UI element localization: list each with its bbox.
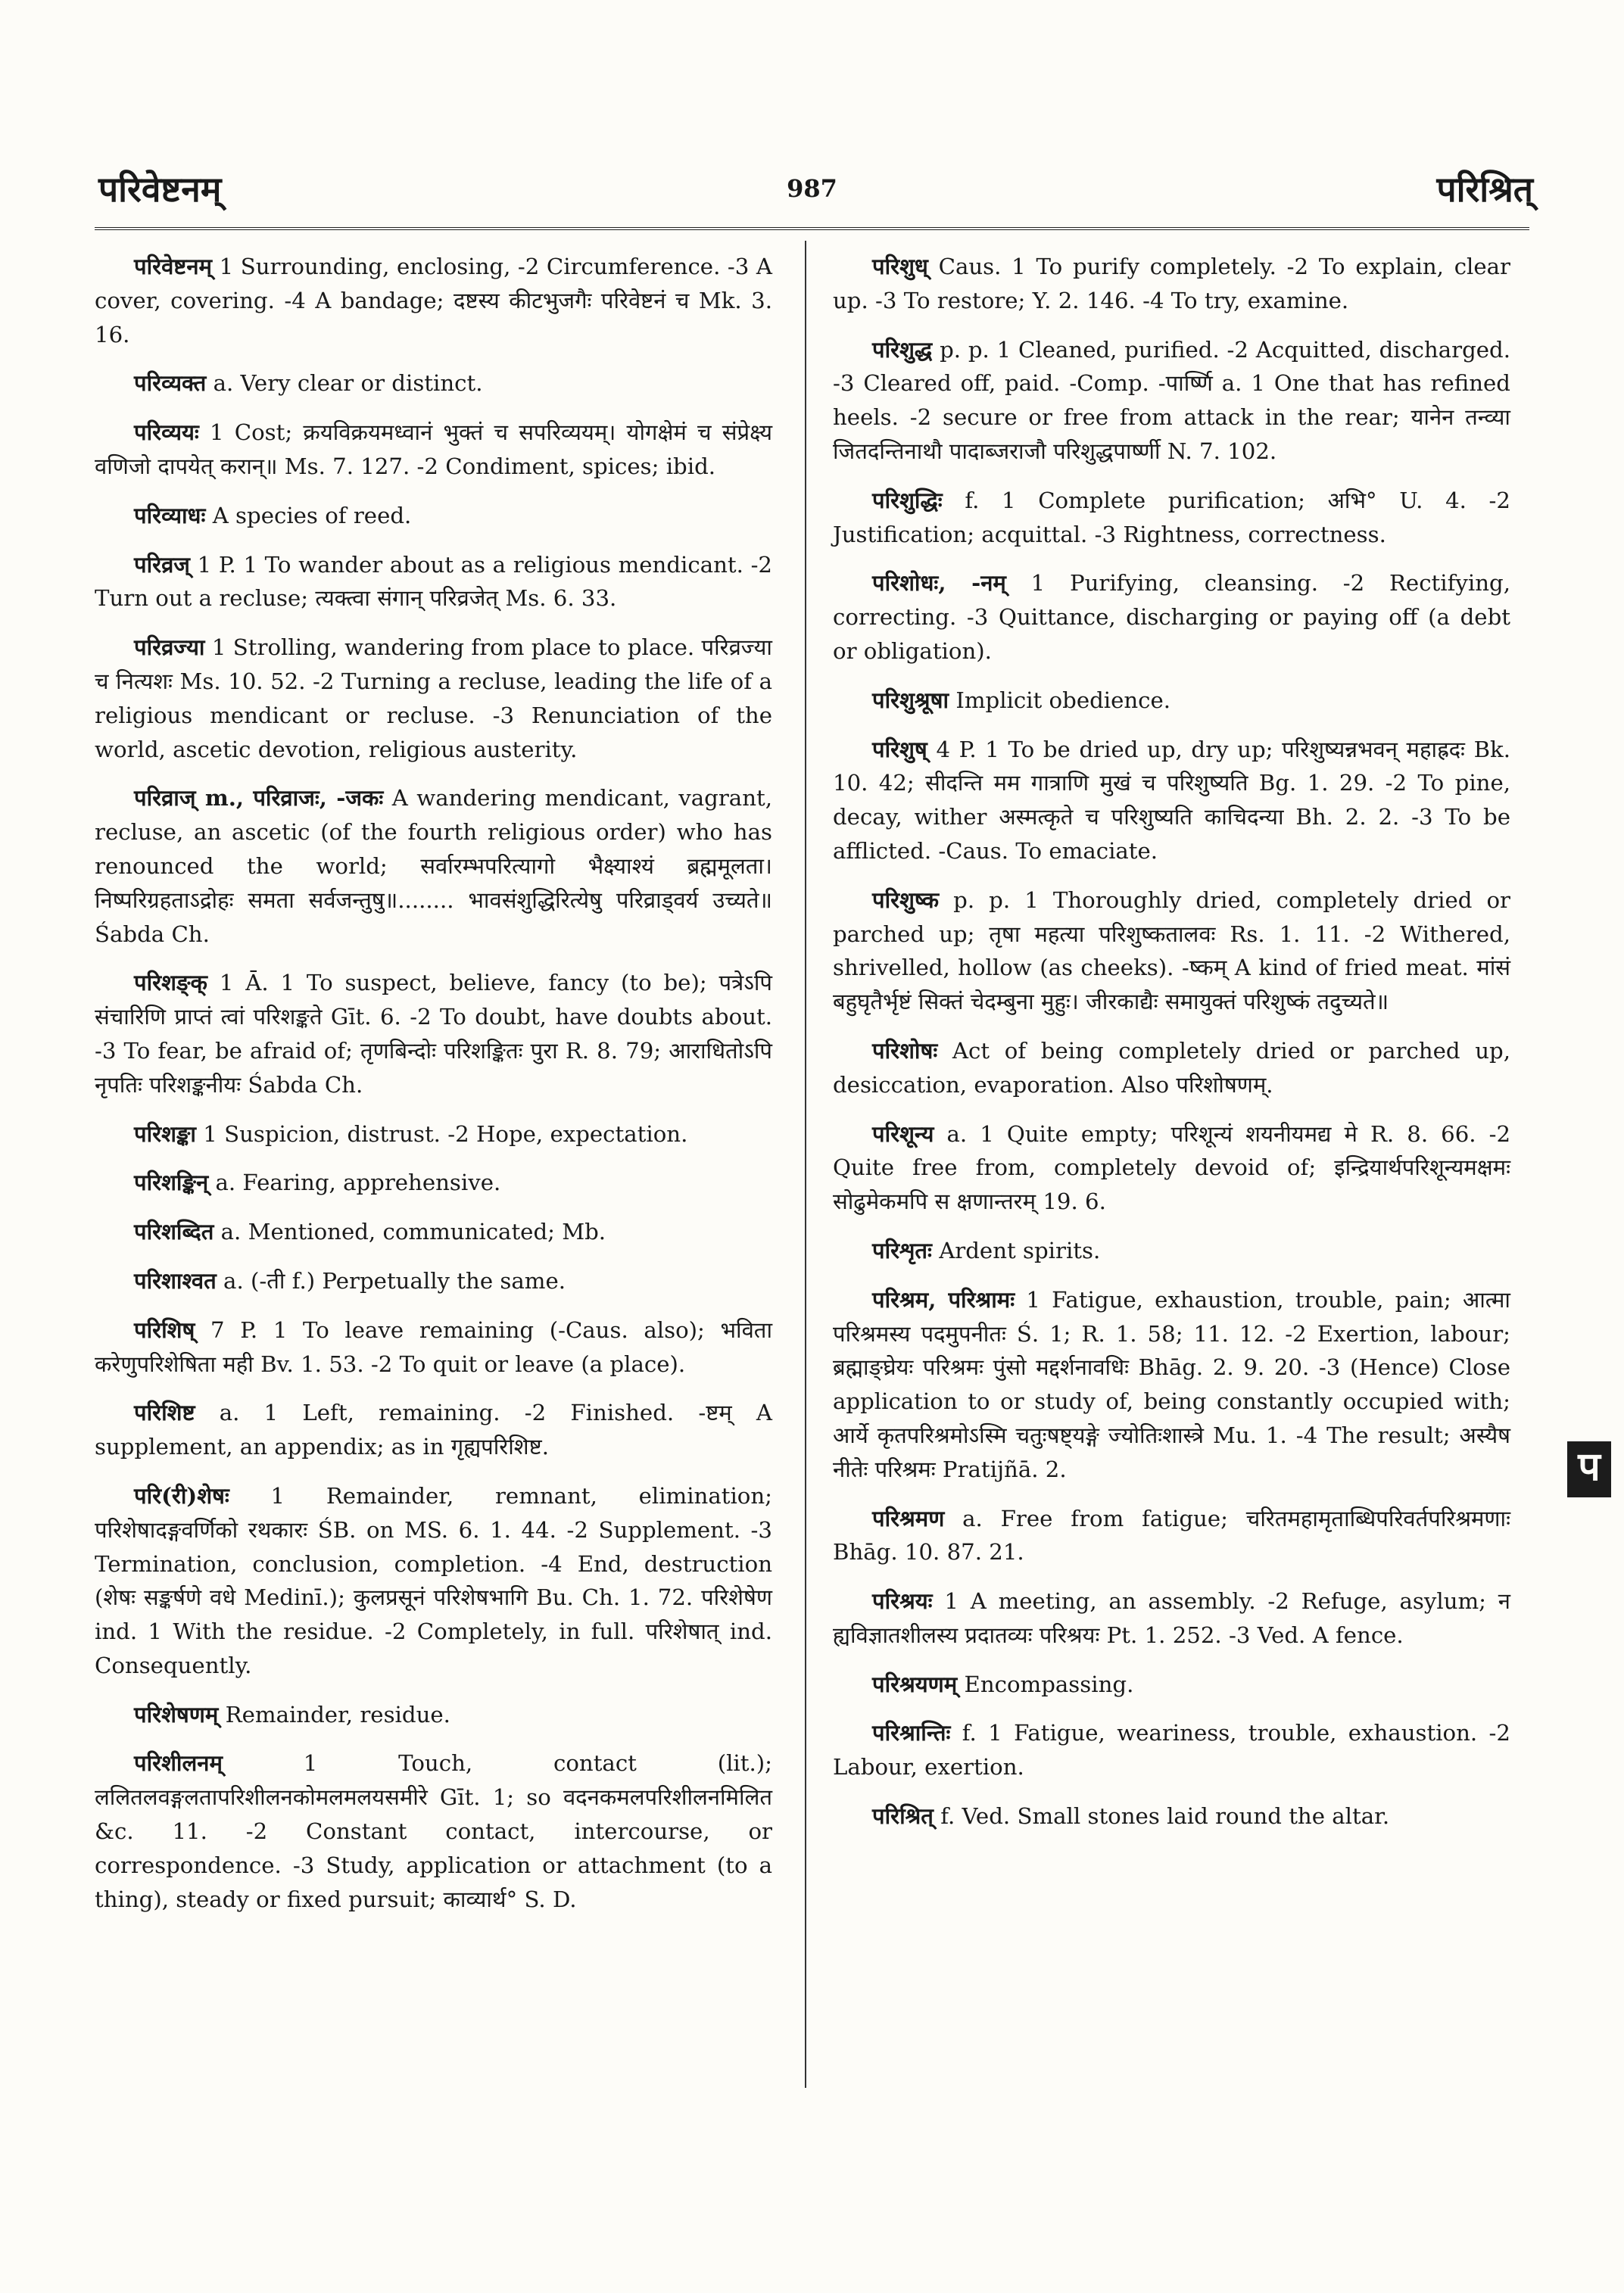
entry-definition: Encompassing.	[964, 1671, 1134, 1697]
entry-definition: A species of reed.	[212, 502, 412, 528]
entry-headword: परिव्यक्त	[134, 370, 207, 397]
entry-headword: परिवेष्टनम्	[134, 254, 213, 279]
entry-headword: परिव्याधः	[134, 502, 206, 528]
dictionary-entry	[833, 733, 1510, 868]
entry-definition: 1 A meeting, an assembly. -2 Refuge, asylum; न ह्यविज्ञातशीलस्य प्रदातव्यः परिश्रयः Pt. 1. 252. -3 Ved. A fence.	[833, 1588, 1511, 1648]
entry-definition: f. 1 Complete purification; अभि° U. 4. -2 Justification; acquittal. -3 Rightness, correctness.	[833, 487, 1510, 547]
dictionary-entry	[833, 684, 1510, 718]
dictionary-entry	[95, 250, 772, 351]
dictionary-entry	[833, 1117, 1510, 1219]
entry-headword: परिशब्दित	[134, 1219, 214, 1245]
right-column	[833, 250, 1510, 1849]
dictionary-entry	[833, 1502, 1510, 1570]
entry-definition: a. 1 Left, remaining. -2 Finished. -ष्टम् A supplement, an appendix; as in गृह्यपरिशिष्ट.	[95, 1400, 772, 1460]
dictionary-entry	[95, 1698, 772, 1732]
dictionary-entry	[833, 1283, 1510, 1487]
entry-headword: परिश्रम, परिश्रामः	[872, 1286, 1015, 1313]
page-number: 987	[787, 174, 837, 203]
dictionary-entry	[95, 1396, 772, 1464]
entry-definition: 1 Suspicion, distrust. -2 Hope, expectation.	[203, 1120, 688, 1147]
dictionary-entry	[833, 1234, 1510, 1268]
entry-definition: p. p. 1 Cleaned, purified. -2 Acquitted, discharged. -3 Cleared off, paid. -Comp. -पार्ष्णि a. 1 One that has refined heels. -2 secure or free from attack in the rear; यानेन तन्व्या जितदन्तिनाथौ पादाब्जराजौ परिशुद्धपार्ष्णी N. 7. 102.	[833, 336, 1510, 464]
entry-definition: 1 Fatigue, exhaustion, trouble, pain; आत्मा परिश्रमस्य पदमुपनीतः Ś. 1; R. 1. 58; 11. 12. -2 Exertion, labour; ब्रह्माङ्घ्रेयः परिश्रमः पुंसो मद्दर्शनावधिः Bhāg. 2. 9. 20. -3 (Hence) Close application to or study of, being constantly occupied with; आर्ये कृतपरिश्रमोऽस्मि चतुःषष्ट्यङ्गे ज्योतिःशास्त्रे Mu. 1. -4 The result; अस्यैष नीतेः परिश्रमः Pratijñā. 2.	[833, 1286, 1510, 1482]
entry-headword: परिशङ्का	[134, 1120, 196, 1147]
dictionary-entry	[95, 966, 772, 1101]
entry-headword: परिशेषणम्	[134, 1701, 219, 1728]
entry-headword: परिश्रमण	[872, 1505, 945, 1531]
dictionary-entry	[833, 250, 1510, 318]
entry-definition: 1 Strolling, wandering from place to place. परिव्रज्या च नित्यशः Ms. 10. 52. -2 Turning a recluse, leading the life of a religious mendicant or recluse. -3 Renunciation of the world, ascetic devotion, religious austerity.	[95, 634, 772, 762]
entry-definition: Implicit obedience.	[955, 687, 1171, 713]
dictionary-entry	[833, 1034, 1510, 1102]
dictionary-entry	[95, 548, 772, 616]
entry-headword: परिशृतः	[872, 1237, 932, 1263]
dictionary-entry	[833, 484, 1510, 552]
left-column	[95, 250, 772, 1931]
entry-headword: परिव्राज् m., परिव्राजः, -जकः	[134, 785, 384, 812]
entry-definition: f. Ved. Small stones laid round the altar.	[940, 1803, 1390, 1830]
column-divider	[805, 241, 806, 2088]
running-head-left: परिवेष्टनम्	[98, 169, 222, 210]
entry-definition: 1 Surrounding, enclosing, -2 Circumference. -3 A cover, covering. -4 A bandage; दष्टस्य कीटभुजगैः परिवेष्टनं च Mk. 3. 16.	[95, 254, 772, 347]
dictionary-entry	[95, 1746, 772, 1916]
dictionary-entry	[95, 366, 772, 400]
entry-definition: a. Very clear or distinct.	[213, 370, 483, 397]
entry-headword: परिशुष्	[872, 736, 927, 762]
dictionary-entry	[833, 1668, 1510, 1702]
entry-headword: परिशीलनम्	[134, 1750, 223, 1777]
entry-headword: परिव्रज्	[134, 551, 190, 578]
entry-definition: 1 Purifying, cleansing. -2 Rectifying, correcting. -3 Quittance, discharging or paying off (a debt or obligation).	[833, 570, 1511, 664]
entry-headword: परिशङ्किन्	[134, 1170, 209, 1196]
entry-definition: a. Fearing, apprehensive.	[215, 1170, 501, 1196]
entry-definition: a. 1 Quite empty; परिशून्यं शयनीयमद्य मे R. 8. 66. -2 Quite free from, completely devoid of; इन्द्रियार्थपरिशून्यमक्षमः सोढुमेकमपि स क्षणान्तरम् 19. 6.	[833, 1120, 1511, 1215]
entry-headword: परिश्रयः	[872, 1588, 933, 1615]
entry-definition: 7 P. 1 To leave remaining (-Caus. also); भविता करेणुपरिशेषिता मही Bv. 1. 53. -2 To quit or leave (a place).	[95, 1316, 773, 1377]
entry-headword: परिश्रयणम्	[872, 1671, 958, 1697]
entry-definition: 4 P. 1 To be dried up, dry up; परिशुष्यन्नभवन् महाह्रदः Bk. 10. 42; सीदन्ति मम गात्राणि मुखं च परिशुष्यति Bg. 1. 29. -2 To pine, decay, wither अस्मत्कृते च परिशुष्यति काचिदन्या Bh. 2. 2. -3 To be afflicted. -Caus. To emaciate.	[833, 736, 1511, 864]
entry-definition: 1 Remainder, remnant, elimination; परिशेषादङ्गवर्णिको रथकारः ŚB. on MS. 6. 1. 44. -2 Supplement. -3 Termination, conclusion, completion. -4 End, destruction (शेषः सङ्कर्षणे वधे Medinī.); कुलप्रसूनं परिशेषभागि Bu. Ch. 1. 72. परिशेषेण ind. 1 With the residue. -2 Completely, in full. परिशेषात् ind. Consequently.	[95, 1482, 773, 1678]
entry-headword: परिशुश्रूषा	[872, 687, 949, 713]
entry-definition: a. Free from fatigue; चरितमहामृताब्धिपरिवर्तपरिश्रमणाः Bhāg. 10. 87. 21.	[833, 1505, 1510, 1566]
entry-definition: Remainder, residue.	[225, 1701, 450, 1728]
entry-definition: Caus. 1 To purify completely. -2 To explain, clear up. -3 To restore; Y. 2. 146. -4 To try, examine.	[833, 254, 1510, 313]
entry-headword: परिशुद्धिः	[872, 487, 943, 513]
dictionary-entry	[833, 1584, 1510, 1653]
entry-definition: a. (-ती f.) Perpetually the same.	[223, 1267, 566, 1294]
dictionary-entry	[95, 499, 772, 533]
dictionary-entry	[95, 1117, 772, 1151]
entry-headword: परिव्ययः	[134, 419, 199, 446]
dictionary-entry	[95, 1166, 772, 1200]
entry-headword: परि(री)शेषः	[134, 1482, 229, 1509]
dictionary-entry	[95, 631, 772, 766]
page-header	[91, 151, 1533, 220]
entry-definition: A wandering mendicant, vagrant, recluse, an ascetic (of the fourth religious order) who has renounced the world; सर्वारम्भपरित्यागो भैक्ष्याश्यं ब्रह्ममूलता। निष्परिग्रहताऽद्रोहः समता सर्वजन्तुषु॥........ भावसंशुद्धिरित्येषु परिव्राड्वर्य उच्यते॥ Śabda Ch.	[95, 785, 773, 947]
dictionary-entry	[833, 566, 1510, 668]
running-head-right: परिश्रित्	[1436, 169, 1533, 210]
entry-headword: परिशिष्ट	[134, 1400, 195, 1426]
entry-definition: f. 1 Fatigue, weariness, trouble, exhaustion. -2 Labour, exertion.	[833, 1720, 1510, 1781]
thumb-index-tab[interactable]: प	[1567, 1441, 1611, 1497]
entry-headword: परिशुध्	[872, 254, 928, 279]
entry-headword: परिशाश्वत	[134, 1267, 217, 1294]
entry-definition: 1 Cost; क्रयविक्रयमध्वानं भुक्तं च सपरिव्ययम्। योगक्षेमं च संप्रेक्ष्य वणिजो दापयेत् करान्॥ Ms. 7. 127. -2 Condiment, spices; ibid.	[95, 419, 773, 479]
dictionary-entry	[95, 1215, 772, 1249]
entry-headword: परिशिष्	[134, 1316, 195, 1343]
entry-definition: 1 Ā. 1 To suspect, believe, fancy (to be); पत्रेऽपि संचारिणि प्राप्तं त्वां परिशङ्कते Gīt. 6. -2 To doubt, have doubts about. -3 To fear, be afraid of; तृणबिन्दोः परिशङ्कितः पुरा R. 8. 79; आराधितोऽपि नृपतिः परिशङ्कनीयः Śabda Ch.	[95, 970, 772, 1098]
entry-definition: Ardent spirits.	[939, 1237, 1101, 1263]
dictionary-entry	[95, 1313, 772, 1382]
entry-headword: परिशोधः, -नम्	[872, 570, 1006, 597]
entry-definition: p. p. 1 Thoroughly dried, completely dried or parched up; तृषा महत्या परिशुष्कतालवः Rs. 1. 11. -2 Withered, shrivelled, hollow (as cheeks). -ष्कम् A kind of fried meat. मांसं बहुघृतैर्भृष्टं सिक्तं चेदम्बुना मुहुः। जीरकाद्यैः समायुक्तं परिशुष्कं तदुच्यते॥	[833, 886, 1510, 1015]
dictionary-entry	[95, 1264, 772, 1298]
entry-definition: 1 Touch, contact (lit.); ललितलवङ्गलतापरिशीलनकोमलमलयसमीरे Gīt. 1; so वदनकमलपरिशीलनमिलित &c. 11. -2 Constant contact, intercourse, or correspondence. -3 Study, application or attachment (to a thing), steady or fixed pursuit; काव्यार्थ° S. D.	[95, 1750, 772, 1912]
dictionary-entry	[833, 883, 1510, 1019]
entry-definition: 1 P. 1 To wander about as a religious mendicant. -2 Turn out a recluse; त्यक्त्वा संगान् परिव्रजेत् Ms. 6. 33.	[95, 551, 772, 612]
dictionary-entry	[95, 1479, 772, 1683]
entry-headword: परिशुद्ध	[872, 336, 933, 363]
entry-headword: परिशङ्क्	[134, 970, 207, 996]
dictionary-entry	[833, 1716, 1510, 1784]
entry-headword: परिशुष्क	[872, 886, 940, 913]
entry-headword: परिशोषः	[872, 1037, 938, 1064]
entry-headword: परिव्रज्या	[134, 634, 205, 661]
entry-definition: Act of being completely dried or parched up, desiccation, evaporation. Also परिशोषणम्.	[833, 1037, 1510, 1098]
header-rule	[95, 227, 1529, 235]
entry-headword: परिश्रित्	[872, 1803, 934, 1830]
entry-definition: a. Mentioned, communicated; Mb.	[220, 1219, 606, 1245]
entry-headword: परिश्रान्तिः	[872, 1720, 951, 1746]
entry-headword: परिशून्य	[872, 1120, 934, 1147]
dictionary-entry	[833, 333, 1510, 469]
dictionary-entry	[833, 1799, 1510, 1833]
dictionary-entry	[95, 416, 772, 484]
dictionary-entry	[95, 781, 772, 951]
